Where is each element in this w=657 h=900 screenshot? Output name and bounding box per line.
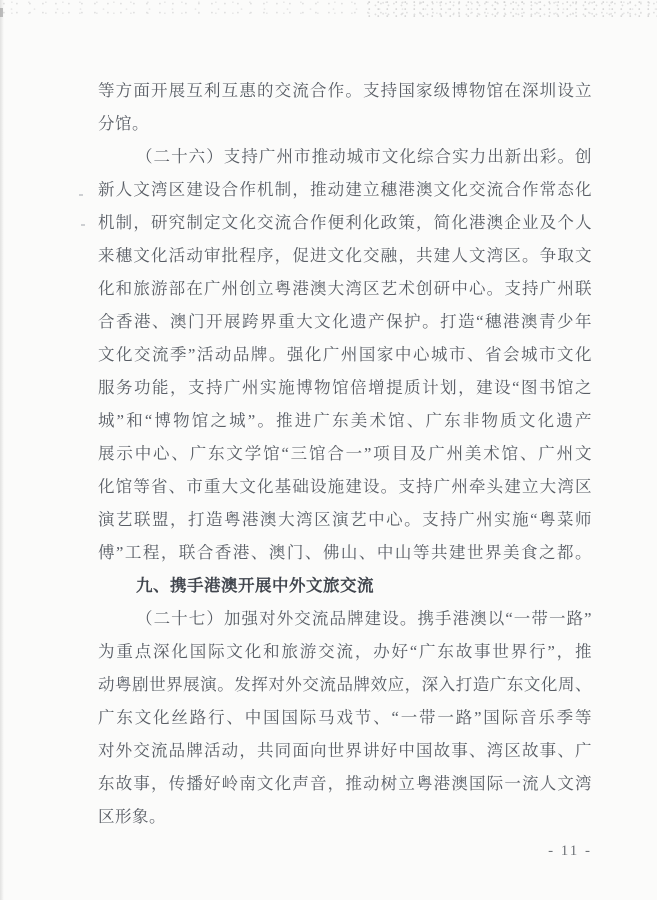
- body-line: 机制，研究制定文化交流合作便利化政策，简化港澳企业及个人: [98, 213, 592, 232]
- body-line: 化和旅游部在广州创立粤港澳大湾区艺术创研中心。支持广州联: [98, 279, 592, 298]
- body-line: 傅”工程，联合香港、澳门、佛山、中山等共建世界美食之都。: [98, 543, 592, 562]
- body-line: 分馆。: [98, 114, 149, 133]
- body-line: 东故事，传播好岭南文化声音，推动树立粤港澳国际一流人文湾: [98, 774, 592, 793]
- body-line-paragraph-26-start: （二十六）支持广州市推动城市文化综合实力出新出彩。创: [136, 147, 592, 166]
- body-line: 新人文湾区建设合作机制，推动建立穗港澳文化交流合作常态化: [98, 180, 592, 199]
- body-line: 区形象。: [98, 807, 166, 826]
- body-line: 化馆等省、市重大文化基础设施建设。支持广州牵头建立大湾区: [98, 477, 592, 496]
- scan-speck: [81, 224, 85, 226]
- body-line: 广东文化丝路行、中国国际马戏节、“一带一路”国际音乐季等: [98, 708, 592, 727]
- body-line: 文化交流季”活动品牌。强化广州国家中心城市、省会城市文化: [98, 345, 592, 364]
- body-line: 来穗文化活动审批程序，促进文化交融，共建人文湾区。争取文: [98, 246, 592, 265]
- scan-edge-notch: [0, 8, 3, 17]
- body-line-paragraph-27-start: （二十七）加强对外交流品牌建设。携手港澳以“一带一路”: [136, 609, 592, 628]
- body-line: 为重点深化国际文化和旅游交流，办好“广东故事世界行”，推: [98, 642, 592, 661]
- page-number: - 11 -: [548, 843, 592, 859]
- body-line: 演艺联盟，打造粤港澳大湾区演艺中心。支持广州实施“粤菜师: [98, 510, 592, 529]
- body-line: 等方面开展互利互惠的交流合作。支持国家级博物馆在深圳设立: [98, 81, 592, 100]
- scan-edge-left: [0, 0, 4, 900]
- body-line: 对外交流品牌活动，共同面向世界讲好中国故事、湾区故事、广: [98, 741, 592, 760]
- scan-noise-top-right: [367, 0, 657, 22]
- body-line: 动粤剧世界展演。发挥对外交流品牌效应，深入打造广东文化周、: [98, 675, 592, 694]
- body-line: 城”和“博物馆之城”。推进广东美术馆、广东非物质文化遗产: [98, 411, 592, 430]
- section-heading-9: 九、携手港澳开展中外文旅交流: [136, 576, 374, 595]
- body-text-block: [98, 74, 592, 833]
- body-line: 服务功能，支持广州实施博物馆倍增提质计划，建设“图书馆之: [98, 378, 592, 397]
- scan-speck: [79, 194, 83, 196]
- body-line: 展示中心、广东文学馆“三馆合一”项目及广州美术馆、广州文: [98, 444, 592, 463]
- body-line: 合香港、澳门开展跨界重大文化遗产保护。打造“穗港澳青少年: [98, 312, 592, 331]
